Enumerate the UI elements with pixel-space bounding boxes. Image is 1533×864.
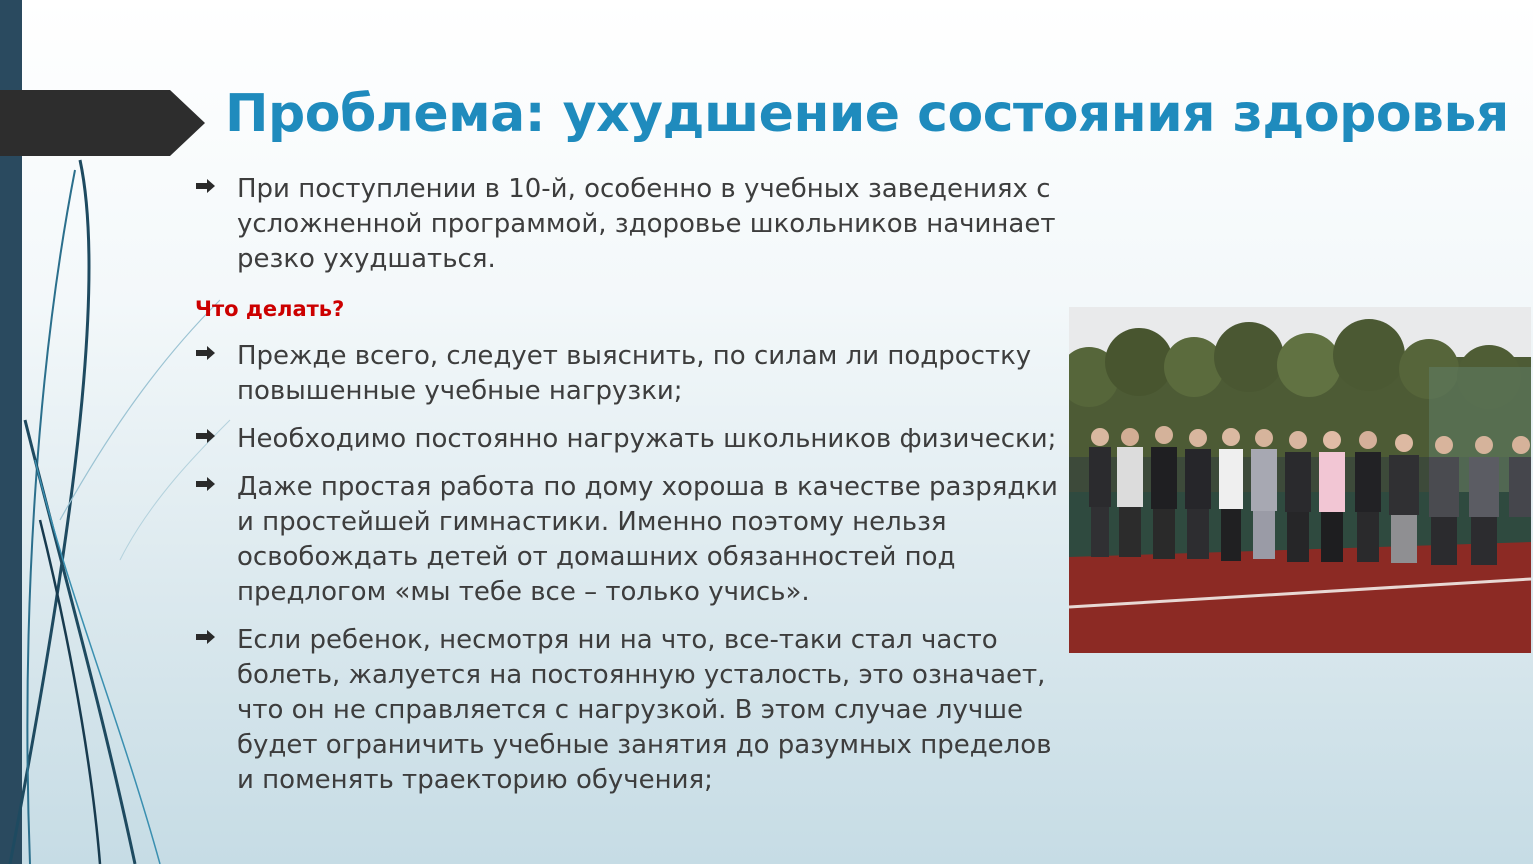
arrow-right-icon <box>195 626 217 648</box>
title-arrow-shape <box>0 90 205 156</box>
bullet-item <box>195 623 1070 798</box>
bullet-text: Прежде всего, следует выяснить, по силам ли подростку повышенные учебные нагрузки; <box>237 341 1032 406</box>
slide-content <box>195 172 1070 798</box>
bullet-text: Необходимо постоянно нагружать школьников физически; <box>237 424 1057 454</box>
bullet-text: Если ребенок, несмотря ни на что, все-таки стал часто болеть, жалуется на постоянную усталость, это означает, что он не справляется с нагрузкой. В этом случае лучше будет ограничить учебные занятия до разумных пределов и поменять траекторию обучения; <box>237 625 1052 795</box>
question-heading: Что делать? <box>195 297 345 321</box>
arrow-right-icon <box>195 175 217 197</box>
bullet-text: При поступлении в 10-й, особенно в учебных заведениях с усложненной программой, здоровье школьников начинает резко ухудшаться. <box>237 174 1056 274</box>
arrow-right-icon <box>195 425 217 447</box>
arrow-right-icon <box>195 342 217 364</box>
bullet-item <box>195 339 1070 409</box>
students-photo <box>1069 307 1531 653</box>
slide-title: Проблема: ухудшение состояния здоровья <box>225 84 1509 144</box>
bullet-item <box>195 422 1070 457</box>
arrow-right-icon <box>195 473 217 495</box>
bullet-item <box>195 470 1070 610</box>
bullet-text: Даже простая работа по дому хороша в качестве разрядки и простейшей гимнастики. Именно поэтому нельзя освобождать детей от домашних обязанностей под предлогом «мы тебе все – только учись». <box>237 472 1058 607</box>
bullet-item <box>195 172 1070 277</box>
